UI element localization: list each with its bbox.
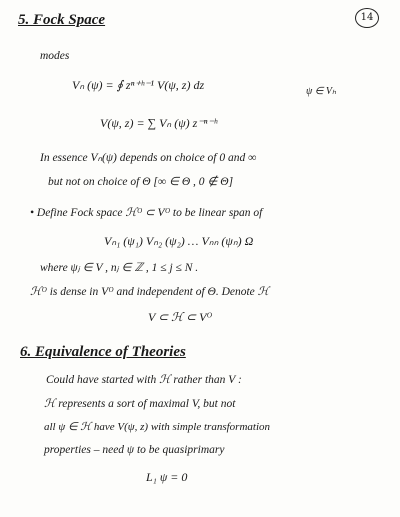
section-6-line-3: all ψ ∈ ℋ have V(ψ, z) with simple transformation bbox=[44, 421, 270, 433]
where-line: where ψⱼ ∈ V , nⱼ ∈ ℤ , 1 ≤ j ≤ N . bbox=[40, 262, 199, 274]
quasiprimary-equation: L₁ ψ = 0 bbox=[146, 470, 188, 484]
essence-line-2: but not on choice of Θ [∞ ∈ Θ , 0 ∉ Θ] bbox=[48, 176, 234, 188]
section-5-title: 5. Fock Space bbox=[18, 12, 106, 28]
section-6-title: 6. Equivalence of Theories bbox=[20, 344, 186, 360]
section-6-line-2: ℋ represents a sort of maximal V, but not bbox=[44, 398, 236, 410]
mode-definition-equation: Vₙ (ψ) = ∮ zⁿ⁺ʰ⁻¹ V(ψ, z) dz bbox=[72, 78, 205, 92]
define-fock-space-line: • Define Fock space ℋᴼ ⊂ Vᴼ to be linear span of bbox=[30, 207, 263, 219]
essence-line-1: In essence Vₙ(ψ) depends on choice of 0 and ∞ bbox=[40, 152, 257, 164]
section-6-line-1: Could have started with ℋ rather than V : bbox=[46, 374, 242, 386]
field-expansion-equation: V(ψ, z) = ∑ Vₙ (ψ) z⁻ⁿ⁻ʰ bbox=[100, 116, 218, 130]
dense-line: ℋᴼ is dense in Vᴼ and independent of Θ. Denote ℋ bbox=[30, 286, 270, 298]
span-expression: Vₙ₁ (ψ₁) Vₙ₂ (ψ₂) … Vₙₙ (ψₙ) Ω bbox=[104, 234, 254, 248]
page-number: 14 bbox=[355, 8, 379, 28]
modes-label: modes bbox=[40, 50, 70, 62]
inclusion-chain: V ⊂ ℋ ⊂ Vᴼ bbox=[148, 310, 213, 324]
mode-condition: ψ ∈ Vₕ bbox=[306, 86, 337, 97]
section-6-line-4: properties – need ψ to be quasiprimary bbox=[44, 444, 225, 456]
